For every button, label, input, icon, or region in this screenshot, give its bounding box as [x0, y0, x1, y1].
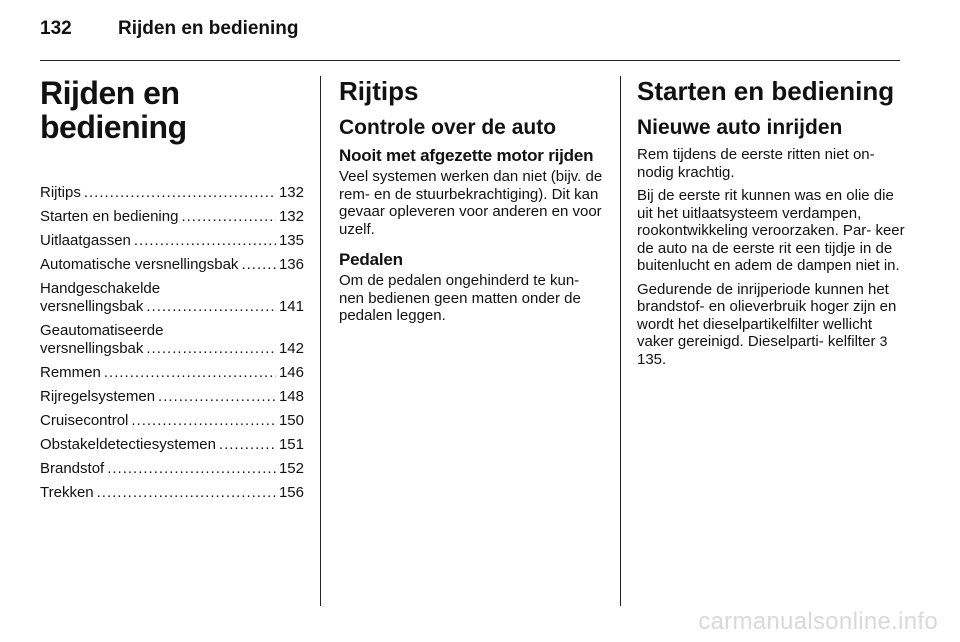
table-of-contents — [40, 184, 304, 502]
toc-label: Uitlaatgassen — [40, 232, 131, 249]
header-rule — [40, 60, 900, 61]
subsection-heading-controle: Controle over de auto — [339, 116, 557, 139]
rijtips-column — [339, 76, 605, 331]
toc-label: versnellingsbak — [40, 340, 144, 357]
watermark: carmanualsonline.info — [698, 608, 938, 635]
toc-item-obstakeldetectie[interactable] — [40, 436, 304, 454]
toc-label: versnellingsbak — [40, 298, 144, 315]
toc-leader — [219, 436, 276, 454]
toc-page: 136 — [278, 256, 304, 273]
chapter-title: Rijden en bediening — [40, 75, 187, 145]
toc-leader — [131, 412, 276, 430]
toc-item-cruisecontrol[interactable] — [40, 412, 304, 430]
toc-item-starten[interactable] — [40, 208, 304, 226]
cross-reference-page[interactable]: 135. — [637, 350, 667, 368]
paragraph-inrijperiode-text: Gedurende de inrijperiode kunnen het brandstof- en olieverbruik hoger zijn en wordt het dieselpartikelfilter wellicht vaker gereinigd. Dieselparti- kelfilter — [637, 280, 897, 350]
toc-page: 156 — [278, 484, 304, 501]
section-heading-rijtips: Rijtips — [339, 76, 419, 106]
toc-leader — [181, 208, 276, 226]
toc-leader — [97, 484, 276, 502]
toc-leader — [84, 184, 276, 202]
page-number: 132 — [40, 18, 72, 39]
topic-heading-motor: Nooit met afgezette motor rijden — [339, 146, 594, 165]
toc-page: 152 — [278, 460, 304, 477]
subsection-heading-inrijden: Nieuwe auto inrijden — [637, 116, 843, 139]
toc-item-trekken[interactable] — [40, 484, 304, 502]
toc-page: 146 — [278, 364, 304, 381]
toc-leader — [104, 364, 276, 382]
column-divider-1 — [320, 76, 321, 606]
toc-leader — [241, 256, 276, 274]
paragraph-eerste-rit: Bij de eerste rit kunnen was en olie die uit het uitlaatsysteem verdampen, rookontwikkeling veroorzaken. Par- keer de auto na de eerste rit een tijdje in de buitenlucht en adem de dampen niet in. — [637, 187, 905, 274]
toc-item-automatische[interactable] — [40, 256, 304, 274]
toc-item-brandstof[interactable] — [40, 460, 304, 478]
toc-label: Obstakeldetectiesystemen — [40, 436, 216, 453]
toc-item-geautomatiseerde[interactable] — [40, 322, 304, 358]
toc-label-line1: Handgeschakelde — [40, 280, 161, 297]
toc-label: Brandstof — [40, 460, 105, 477]
paragraph-pedalen: Om de pedalen ongehinderd te kun- nen bedienen geen matten onder de pedalen leggen. — [339, 272, 581, 324]
paragraph-remmen: Rem tijdens de eerste ritten niet on- nodig krachtig. — [637, 146, 875, 181]
toc-column — [40, 76, 304, 508]
toc-label-line1: Geautomatiseerde — [40, 322, 164, 339]
running-title: Rijden en bediening — [118, 18, 299, 39]
toc-item-rijregelsystemen[interactable] — [40, 388, 304, 406]
toc-leader — [158, 388, 276, 406]
section-heading-starten: Starten en bediening — [637, 76, 895, 106]
toc-item-handgeschakelde[interactable] — [40, 280, 304, 316]
toc-item-remmen[interactable] — [40, 364, 304, 382]
toc-leader — [146, 298, 276, 316]
toc-page: 141 — [278, 298, 304, 315]
toc-page: 135 — [278, 232, 304, 249]
toc-label: Starten en bediening — [40, 208, 179, 225]
toc-label: Cruisecontrol — [40, 412, 129, 429]
toc-label: Trekken — [40, 484, 94, 501]
toc-page: 132 — [278, 184, 304, 201]
toc-page: 150 — [278, 412, 304, 429]
paragraph-motor: Veel systemen werken dan niet (bijv. de rem- en de stuurbekrachtiging). Dit kan gevaar opleveren voor anderen en voor uzelf. — [339, 168, 603, 238]
topic-heading-pedalen: Pedalen — [339, 250, 403, 269]
toc-label: Rijregelsystemen — [40, 388, 156, 405]
paragraph-inrijperiode — [637, 281, 905, 369]
toc-label: Remmen — [40, 364, 101, 381]
toc-leader — [134, 232, 276, 250]
starten-column — [637, 76, 905, 374]
cross-reference-icon[interactable]: 3 — [879, 333, 888, 349]
page-header — [40, 18, 299, 48]
toc-page: 148 — [278, 388, 304, 405]
toc-leader — [146, 340, 276, 358]
toc-page: 151 — [278, 436, 304, 453]
toc-item-uitlaatgassen[interactable] — [40, 232, 304, 250]
toc-item-rijtips[interactable] — [40, 184, 304, 202]
toc-page: 132 — [278, 208, 304, 225]
toc-label: Rijtips — [40, 184, 81, 201]
toc-label: Automatische versnellingsbak — [40, 256, 239, 273]
column-divider-2 — [620, 76, 621, 606]
toc-leader — [107, 460, 276, 478]
toc-page: 142 — [278, 340, 304, 357]
